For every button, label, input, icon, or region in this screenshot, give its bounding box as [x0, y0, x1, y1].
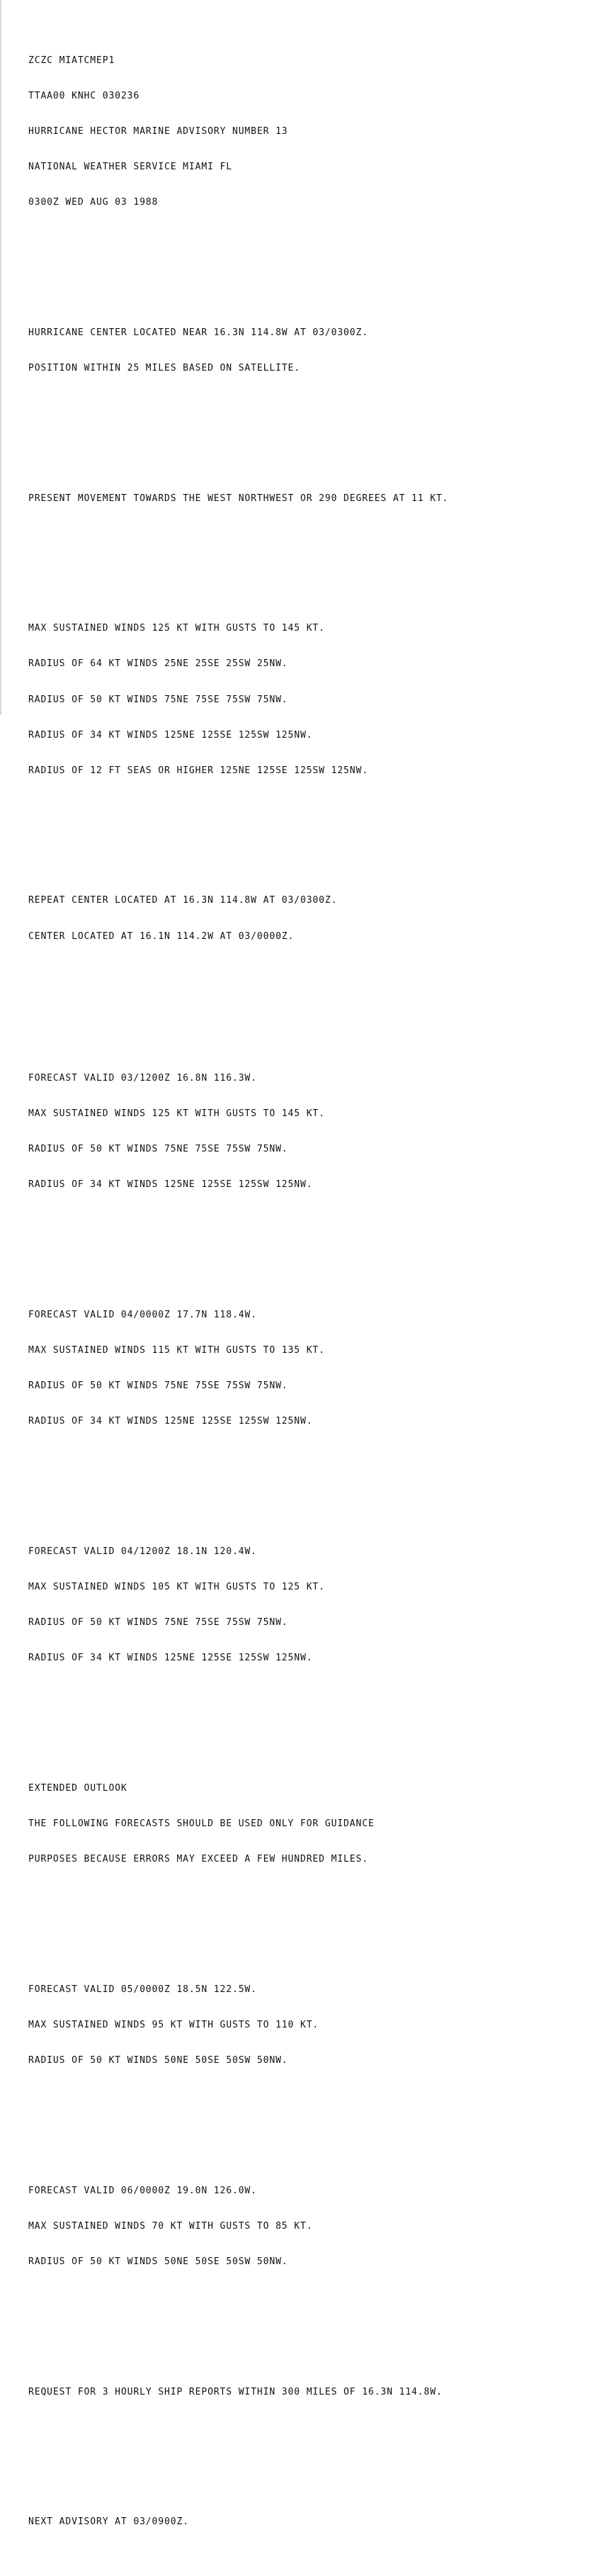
winds-line: RADIUS OF 64 KT WINDS 25NE 25SE 25SW 25NW.: [28, 658, 288, 670]
next-advisory: [28, 2493, 448, 2553]
position-line: HURRICANE CENTER LOCATED NEAR 16.3N 114.8W AT 03/0300Z.: [28, 327, 368, 338]
forecast-line: RADIUS OF 34 KT WINDS 125NE 125SE 125SW 125NW.: [28, 1653, 313, 1664]
forecast-line: MAX SUSTAINED WINDS 105 KT WITH GUSTS TO 125 KT.: [28, 1582, 325, 1593]
header-line: TTAA00 KNHC 030236: [28, 90, 140, 101]
header-line: ZCZC MIATCMEP1: [28, 55, 115, 66]
request-line: REQUEST FOR 3 HOURLY SHIP REPORTS WITHIN 300 MILES OF 16.3N 114.8W.: [28, 2386, 443, 2397]
forecast-line: MAX SUSTAINED WINDS 115 KT WITH GUSTS TO 135 KT.: [28, 1345, 325, 1356]
header-line: HURRICANE HECTOR MARINE ADVISORY NUMBER 13: [28, 126, 288, 137]
blank-line: [28, 1712, 448, 1724]
forecast-line: RADIUS OF 50 KT WINDS 75NE 75SE 75SW 75NW.: [28, 1144, 288, 1155]
blank-line: [28, 552, 448, 564]
winds-line: RADIUS OF 50 KT WINDS 75NE 75SE 75SW 75NW.: [28, 694, 288, 705]
header-line: NATIONAL WEATHER SERVICE MIAMI FL: [28, 162, 232, 173]
blank-line: [28, 1239, 448, 1251]
forecast-line: FORECAST VALID 05/0000Z 18.5N 122.5W.: [28, 1984, 257, 1995]
position-line: POSITION WITHIN 25 MILES BASED ON SATELLITE.: [28, 362, 300, 373]
forecast-line: FORECAST VALID 04/1200Z 18.1N 120.4W.: [28, 1546, 257, 1557]
marine-advisory-text: [28, 8, 448, 2576]
blank-line: [28, 1475, 448, 1487]
forecast-line: FORECAST VALID 06/0000Z 19.0N 126.0W.: [28, 2185, 257, 2196]
forecast-line: RADIUS OF 34 KT WINDS 125NE 125SE 125SW 125NW.: [28, 1179, 313, 1191]
extended-outlook-block: [28, 1760, 448, 1890]
forecast-line: RADIUS OF 50 KT WINDS 75NE 75SE 75SW 75NW.: [28, 1617, 288, 1629]
movement-block: [28, 469, 448, 529]
forecast-line: RADIUS OF 50 KT WINDS 50NE 50SE 50SW 50NW.: [28, 2055, 288, 2066]
blank-line: [28, 2446, 448, 2458]
forecast-block-1: [28, 1050, 448, 1215]
blank-line: [28, 1913, 448, 1925]
winds-line: MAX SUSTAINED WINDS 125 KT WITH GUSTS TO 145 KT.: [28, 623, 325, 634]
winds-block: [28, 600, 448, 801]
outlook-line: EXTENDED OUTLOOK: [28, 1782, 127, 1794]
blank-line: [28, 422, 448, 434]
blank-line: [28, 2315, 448, 2327]
forecast-line: MAX SUSTAINED WINDS 95 KT WITH GUSTS TO 110 KT.: [28, 2019, 319, 2030]
winds-line: RADIUS OF 34 KT WINDS 125NE 125SE 125SW 125NW.: [28, 729, 313, 741]
page-edge-shadow: [0, 0, 1, 715]
blank-line: [28, 257, 448, 269]
winds-line: RADIUS OF 12 FT SEAS OR HIGHER 125NE 125SE 125SW 125NW.: [28, 765, 368, 776]
outlook-line: PURPOSES BECAUSE ERRORS MAY EXCEED A FEW HUNDRED MILES.: [28, 1854, 368, 1865]
forecast-block-4: [28, 1960, 448, 2091]
position-block: [28, 303, 448, 398]
movement-line: PRESENT MOVEMENT TOWARDS THE WEST NORTHWEST OR 290 DEGREES AT 11 KT.: [28, 493, 449, 504]
blank-line: [28, 2115, 448, 2127]
forecast-line: MAX SUSTAINED WINDS 125 KT WITH GUSTS TO 145 KT.: [28, 1108, 325, 1120]
repeat-line: CENTER LOCATED AT 16.1N 114.2W AT 03/0000Z.: [28, 930, 295, 942]
repeat-block: [28, 872, 448, 967]
blank-line: [28, 824, 448, 836]
forecast-line: FORECAST VALID 04/0000Z 17.7N 118.4W.: [28, 1309, 257, 1320]
forecast-block-3: [28, 1523, 448, 1689]
forecast-line: MAX SUSTAINED WINDS 70 KT WITH GUSTS TO 85 KT.: [28, 2220, 313, 2232]
forecast-block-5: [28, 2161, 448, 2292]
next-advisory-line: NEXT ADVISORY AT 03/0900Z.: [28, 2516, 189, 2528]
outlook-line: THE FOLLOWING FORECASTS SHOULD BE USED ONLY FOR GUIDANCE: [28, 1818, 375, 1830]
header-block: [28, 31, 448, 232]
forecast-line: RADIUS OF 50 KT WINDS 50NE 50SE 50SW 50NW.: [28, 2256, 288, 2267]
header-line: 0300Z WED AUG 03 1988: [28, 197, 159, 208]
forecast-line: RADIUS OF 34 KT WINDS 125NE 125SE 125SW 125NW.: [28, 1416, 313, 1427]
forecast-line: FORECAST VALID 03/1200Z 16.8N 116.3W.: [28, 1072, 257, 1084]
repeat-line: REPEAT CENTER LOCATED AT 16.3N 114.8W AT 03/0300Z.: [28, 895, 338, 906]
forecast-block-2: [28, 1286, 448, 1452]
forecast-line: RADIUS OF 50 KT WINDS 75NE 75SE 75SW 75NW.: [28, 1380, 288, 1392]
ship-report-request: [28, 2363, 448, 2422]
blank-lines: [28, 990, 448, 1013]
